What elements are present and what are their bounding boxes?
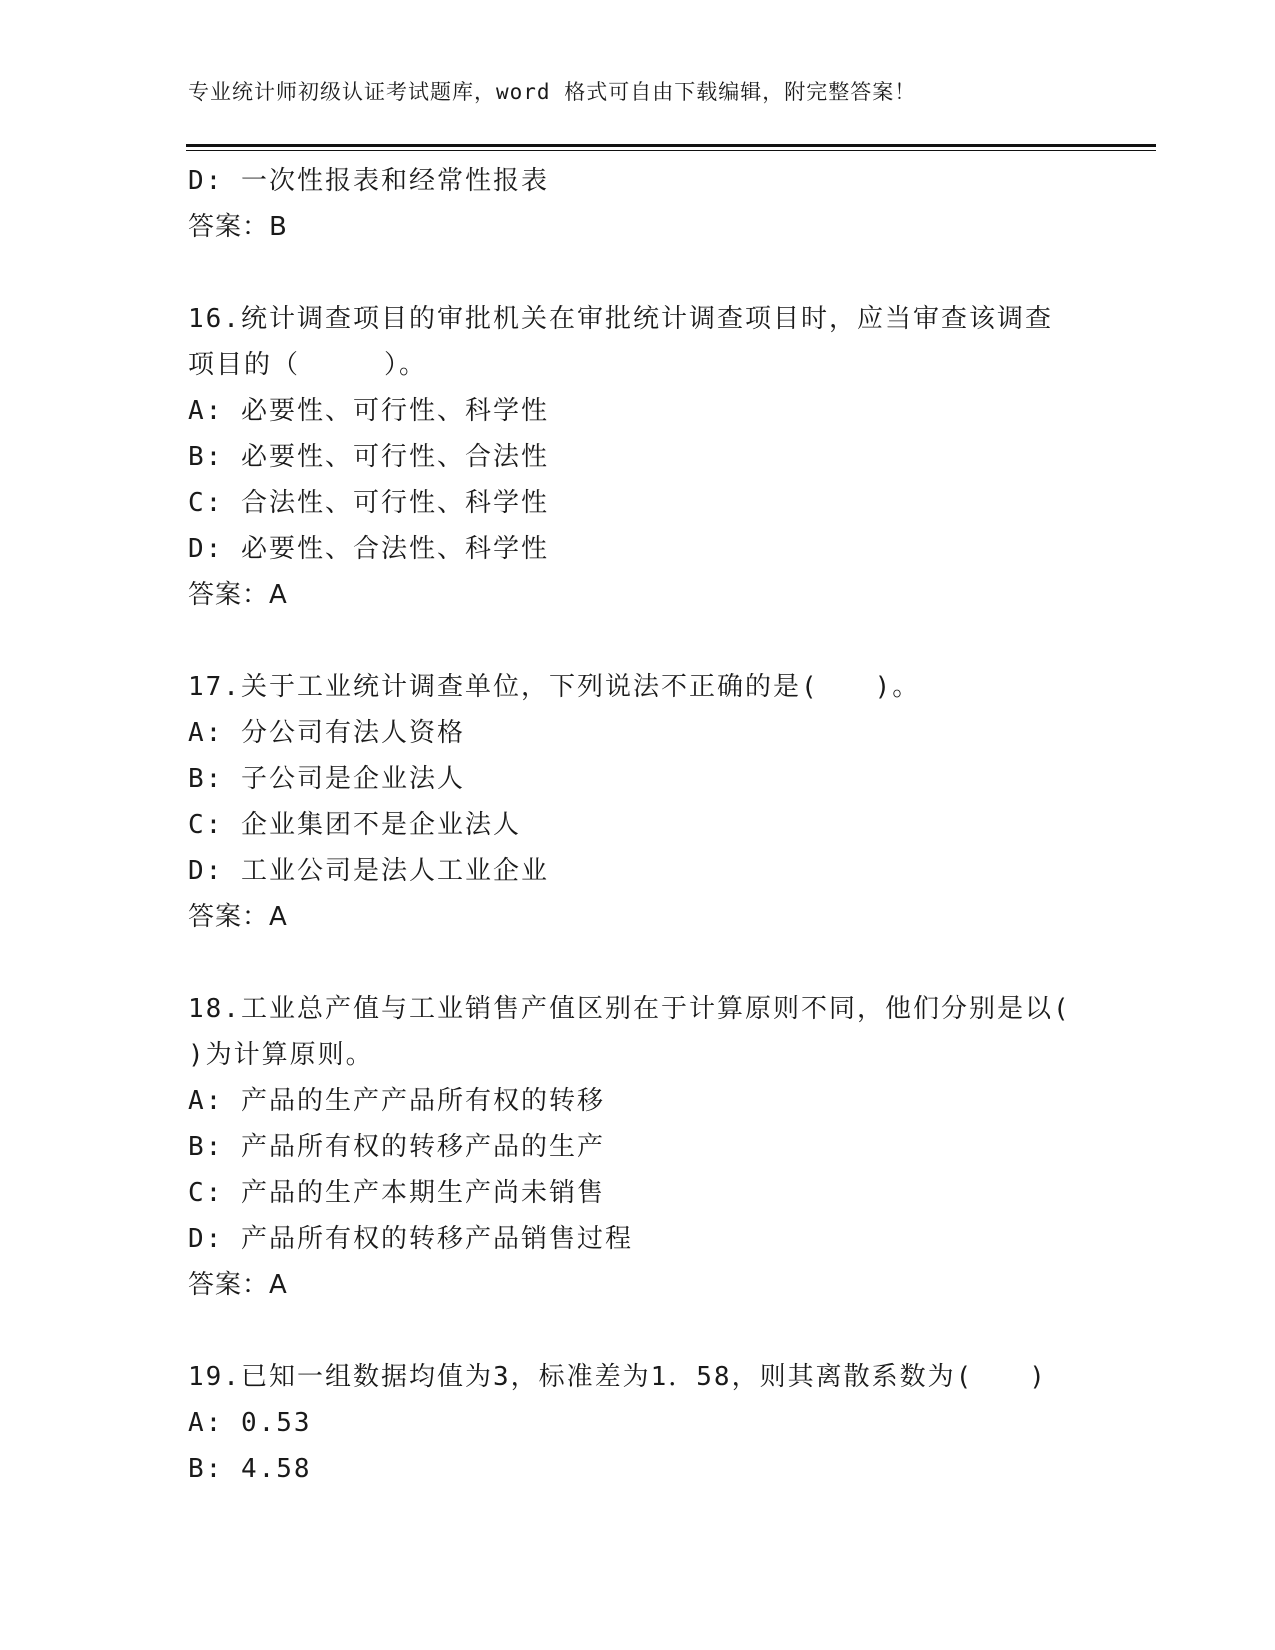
option-a: A: 产品的生产产品所有权的转移 [188,1086,605,1116]
option-c: C: 产品的生产本期生产尚未销售 [188,1178,605,1208]
answer: 答案：A [188,1270,288,1300]
question-list [188,158,1127,1492]
question-16 [188,296,1088,618]
question-text: 16.统计调查项目的审批机关在审批统计调查项目时，应当审查该调查项目的（ ）。 [188,304,1053,380]
option-d: D: 产品所有权的转移产品销售过程 [188,1224,633,1254]
question-19 [188,1354,1088,1492]
option-b: B: 产品所有权的转移产品的生产 [188,1132,605,1162]
answer: 答案：A [188,902,288,932]
option-b: B: 4.58 [188,1454,312,1484]
page-header-banner: 专业统计师初级认证考试题库，word 格式可自由下载编辑，附完整答案！ [188,80,917,104]
question-18 [188,986,1127,1308]
option-a: A: 必要性、可行性、科学性 [188,396,549,426]
prev-option-d: D: 一次性报表和经常性报表 [188,166,549,196]
option-b: B: 必要性、可行性、合法性 [188,442,549,472]
answer: 答案：A [188,580,288,610]
question-text: 19.已知一组数据均值为3，标准差为1．58，则其离散系数为( ) [188,1362,1047,1392]
prev-answer: 答案：B [188,212,288,242]
option-c: C: 企业集团不是企业法人 [188,810,521,840]
question-text: 17.关于工业统计调查单位，下列说法不正确的是( )。 [188,672,921,702]
option-a: A: 0.53 [188,1408,312,1438]
option-b: B: 子公司是企业法人 [188,764,465,794]
option-d: D: 必要性、合法性、科学性 [188,534,549,564]
option-c: C: 合法性、可行性、科学性 [188,488,549,518]
header-rule-thick [186,144,1156,147]
option-d: D: 工业公司是法人工业企业 [188,856,549,886]
header-rule-thin [186,150,1156,151]
option-a: A: 分公司有法人资格 [188,718,465,748]
question-text: 18.工业总产值与工业销售产值区别在于计算原则不同，他们分别是以( )为计算原则。 [188,994,1127,1070]
question-17 [188,664,1088,940]
